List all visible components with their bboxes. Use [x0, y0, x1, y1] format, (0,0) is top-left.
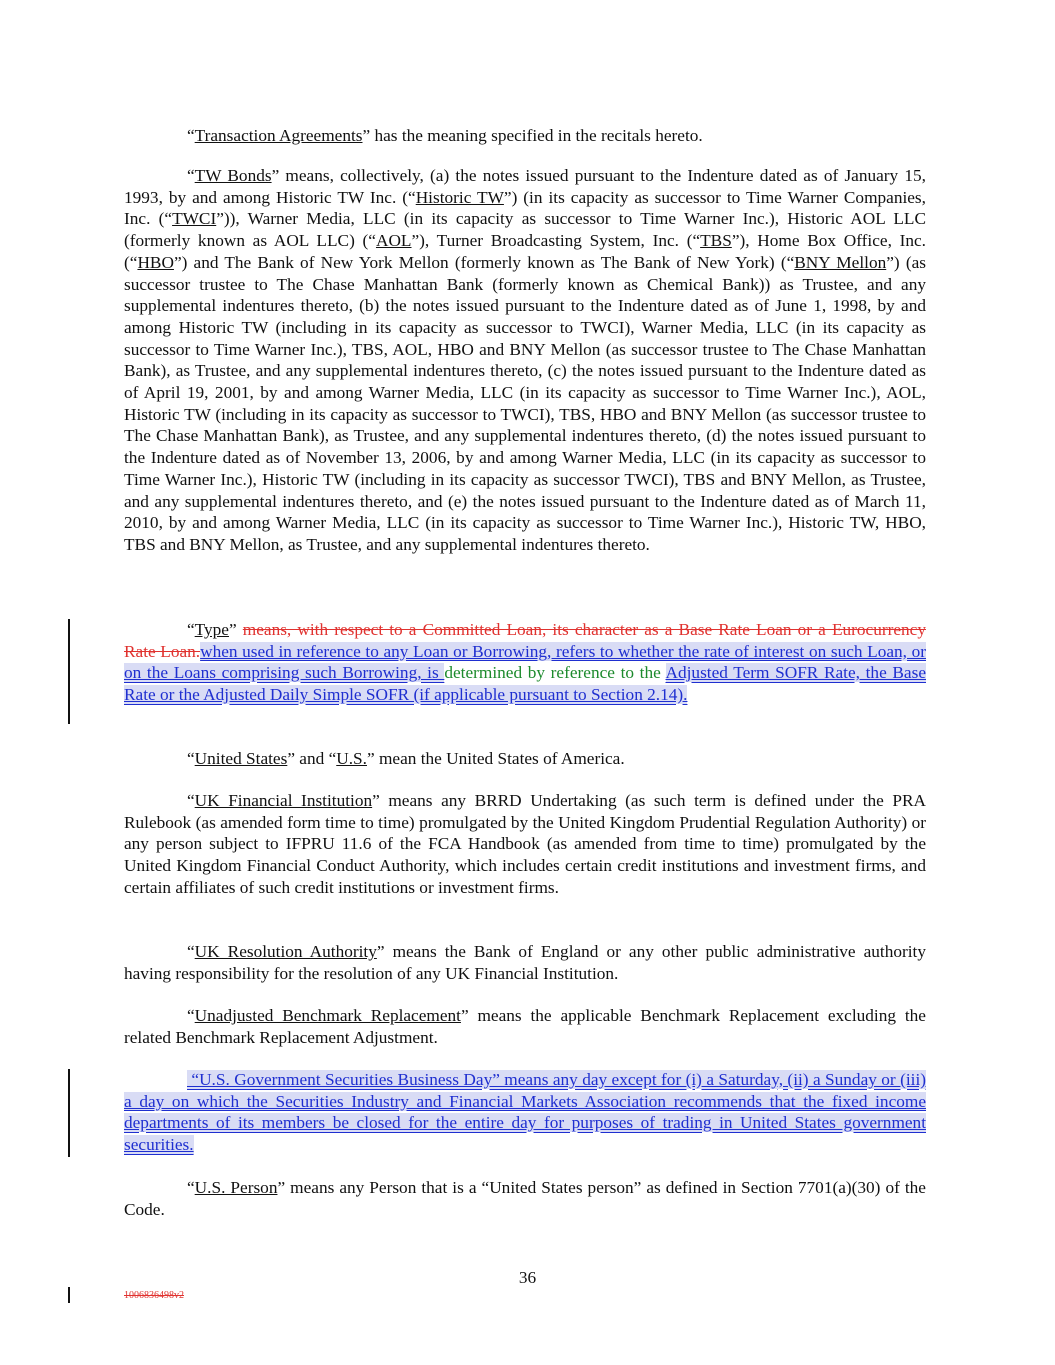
change-bar [68, 619, 70, 724]
definition-uk-resolution-authority: “UK Resolution Authority” means the Bank of England or any other public administrative authority having responsibility for the resolution of any UK Financial Institution. [124, 942, 926, 983]
definition-text: ”) and The Bank of New York Mellon (formerly known as The Bank of New York) (“ [173, 252, 795, 272]
inserted-text: when used in reference to any Loan or Borrowing, refers to whether the rate of interest on such Loan, or on the Loans comprising such Borrowing, is [124, 641, 926, 683]
defined-term: Transaction Agreements [194, 126, 363, 145]
definition-text: ”) (as successor trustee to The Chase Manhattan Bank (formerly known as Chemical Bank)) as Trustee, and any supplemental indentures thereto, (b) the notes issued pursuant to the Indenture dated as of June 1, 1998, by and among Historic TW (including in its capacity as successor to TWCI), Warner Media, LLC (in its capacity as successor to Time Warner Inc.), TBS, AOL, HBO and BNY Mellon (as successor trustee to The Chase Manhattan Bank), as Trustee, and any supplemental indentures thereto, (c) the notes issued pursuant to the Indenture dated as of April 19, 2001, by and among Warner Media, LLC (in its capacity as successor to Time Warner Inc.), AOL, Historic TW (including in its capacity as successor to TWCI), TBS, HBO and BNY Mellon (as successor trustee to The Chase Manhattan Bank), as Trustee, and any supplemental indentures thereto, (d) the notes issued pursuant to the Indenture dated as of November 13, 2006, by and among Warner Media, LLC (in its capacity as successor to Time Warner Inc.), Historic TW (including in its capacity as successor TWCI), TBS and BNY Mellon, as Trustee, and any supplemental indentures thereto, and (e) the notes issued pursuant to the Indenture dated as of March 11, 2010, by and among Warner Media, LLC (in its capacity as successor to Time Warner Inc.), Historic TW, HBO, TBS and BNY Mellon, as Trustee, and any supplemental indentures thereto. [124, 252, 926, 554]
defined-term: Historic TW [415, 187, 504, 207]
definition-text: ” means any BRRD Undertaking (as such term is defined under the PRA Rulebook (as amended form time to time) promulgated by the United Kingdom Prudential Regulation Authority) or any person subject to IFPRU 11.6 of the FCA Handbook (as amended from time to time) promulgated by the United Kingdom Financial Conduct Authority, which includes certain credit institutions and investment firms, and certain affiliates of such credit institutions or investment firms. [124, 791, 926, 897]
defined-term: United States [194, 749, 288, 768]
defined-term: TWCI [172, 209, 217, 229]
definition-text: ” means any Person that is a “United States person” as defined in Section 7701(a)(30) of the Code. [124, 1178, 926, 1219]
defined-term: AOL [375, 231, 412, 251]
definition-unadjusted-benchmark-replacement: “Unadjusted Benchmark Replacement” means the applicable Benchmark Replacement excluding the related Benchmark Replacement Adjustment. [124, 1006, 926, 1047]
defined-term: BNY Mellon [794, 252, 887, 272]
definition-text: ” means the applicable Benchmark Replacement excluding the related Benchmark Replacement Adjustment. [124, 1006, 926, 1047]
defined-term: Type [194, 620, 229, 639]
definition-text: ” means, collectively, (a) the notes issued pursuant to the Indenture dated as of January 15, 1993, by and among Historic TW Inc. (“ [124, 166, 926, 207]
definition-text: ” means the Bank of England or any other public administrative authority having responsibility for the resolution of any UK Financial Institution. [124, 942, 926, 983]
document-id: 1006836498v2 [124, 1290, 184, 1301]
defined-term: HBO [137, 252, 174, 272]
inserted-text: Adjusted Term SOFR Rate, the Base Rate or the Adjusted Daily Simple SOFR (if applicable pursuant to Section 2.14). [124, 663, 926, 705]
definition-text: ” mean the United States of America. [366, 749, 625, 768]
defined-term: UK Resolution Authority [194, 942, 377, 961]
defined-term: Unadjusted Benchmark Replacement [194, 1006, 461, 1025]
change-bar [68, 1069, 70, 1157]
definition-transaction-agreements: “Transaction Agreements” has the meaning specified in the recitals hereto. [187, 126, 703, 145]
defined-term: UK Financial Institution [194, 791, 373, 810]
definition-united-states: “United States” and “U.S.” mean the United States of America. [187, 749, 625, 768]
definition-text: ”) (in its capacity as successor to Time Warner Companies, Inc. (“ [124, 187, 926, 229]
defined-term: TW Bonds [194, 166, 272, 185]
page-number: 36 [518, 1268, 537, 1287]
definition-text: ” has the meaning specified in the recitals hereto. [362, 126, 703, 145]
defined-term: U.S. Person [194, 1178, 278, 1197]
definition-tw-bonds: “TW Bonds” means, collectively, (a) the notes issued pursuant to the Indenture dated as of January 15, 1993, by and among Historic TW Inc. (“Historic TW”) (in its capacity as successor to Time Warner Companies, Inc. (“TWCI”)), Warner Media, LLC (in its capacity as successor to Time Warner Inc.), Historic AOL LLC (formerly known as AOL LLC) (“AOL”), Turner Broadcasting System, Inc. (“TBS”), Home Box Office, Inc. (“HBO”) and The Bank of New York Mellon (formerly known as The Bank of New York) (“BNY Mellon”) (as successor trustee to The Chase Manhattan Bank (formerly known as Chemical Bank)) as Trustee, and any supplemental indentures thereto, (b) the notes issued pursuant to the Indenture dated as of June 1, 1998, by and among Historic TW (including in its capacity as successor to TWCI), Warner Media, LLC (in its capacity as successor to Time Warner Inc.), TBS, AOL, HBO and BNY Mellon (as successor trustee to The Chase Manhattan Bank), as Trustee, and any supplemental indentures thereto, (c) the notes issued pursuant to the Indenture dated as of April 19, 2001, by and among Warner Media, LLC (in its capacity as successor to Time Warner Inc.), AOL, Historic TW (including in its capacity as successor to TWCI), TBS, HBO and BNY Mellon (as successor trustee to The Chase Manhattan Bank), as Trustee, and any supplemental indentures thereto, (d) the notes issued pursuant to the Indenture dated as of November 13, 2006, by and among Warner Media, LLC (in its capacity as successor to Time Warner Inc.), Historic TW (including in its capacity as successor TWCI), TBS and BNY Mellon, as Trustee, and any supplemental indentures thereto, and (e) the notes issued pursuant to the Indenture dated as of March 11, 2010, by and among Warner Media, LLC (in its capacity as successor to Time Warner Inc.), Historic TW, HBO, TBS and BNY Mellon, as Trustee, and any supplemental indentures thereto. [124, 166, 927, 554]
definition-uk-financial-institution: “UK Financial Institution” means any BRRD Undertaking (as such term is defined under the PRA Rulebook (as amended form time to time) promulgated by the United Kingdom Prudential Regulation Authority) or any person subject to IFPRU 11.6 of the FCA Handbook (as amended from time to time) promulgated by the United Kingdom Financial Conduct Authority, which includes certain credit institutions and investment firms, and certain affiliates of such credit institutions or investment firms. [124, 791, 926, 897]
moved-text: determined by reference to the [444, 663, 666, 683]
change-bar [68, 1287, 70, 1303]
deleted-text: means, with respect to a Committed Loan, its character as a Base Rate Loan or a Eurocurrency Rate Loan. [124, 620, 926, 661]
definition-text: ”)), Warner Media, LLC (in its capacity as successor to Time Warner Inc.), Historic AOL LLC (formerly known as AOL LLC) (“ [124, 209, 927, 251]
definition-us-person: “U.S. Person” means any Person that is a “United States person” as defined in Section 7701(a)(30) of the Code. [124, 1178, 926, 1219]
definition-text: ”), Home Box Office, Inc. (“ [124, 231, 926, 272]
definition-text: ”), Turner Broadcasting System, Inc. (“ [411, 231, 701, 251]
definition-us-government-securities-business-day [124, 1069, 926, 1156]
defined-term: U.S. [336, 749, 367, 768]
definition-text: ” and “ [287, 749, 337, 768]
inserted-text: “U.S. Government Securities Business Day” means any day except for (i) a Saturday, (ii) a Sunday or (iii) a day on which the Securities Industry and Financial Markets Association recommends that the fixed income departments of its members be closed for the entire day for purposes of trading in United States government securities. [124, 1070, 926, 1155]
defined-term: TBS [700, 231, 732, 251]
definition-type: “Type” means, with respect to a Committed Loan, its character as a Base Rate Loan or a Eurocurrency Rate Loan.when used in reference to any Loan or Borrowing, refers to whether the rate of interest on such Loan, or on the Loans comprising such Borrowing, is determined by reference to the Adjusted Term SOFR Rate, the Base Rate or the Adjusted Daily Simple SOFR (if applicable pursuant to Section 2.14). [124, 620, 926, 705]
